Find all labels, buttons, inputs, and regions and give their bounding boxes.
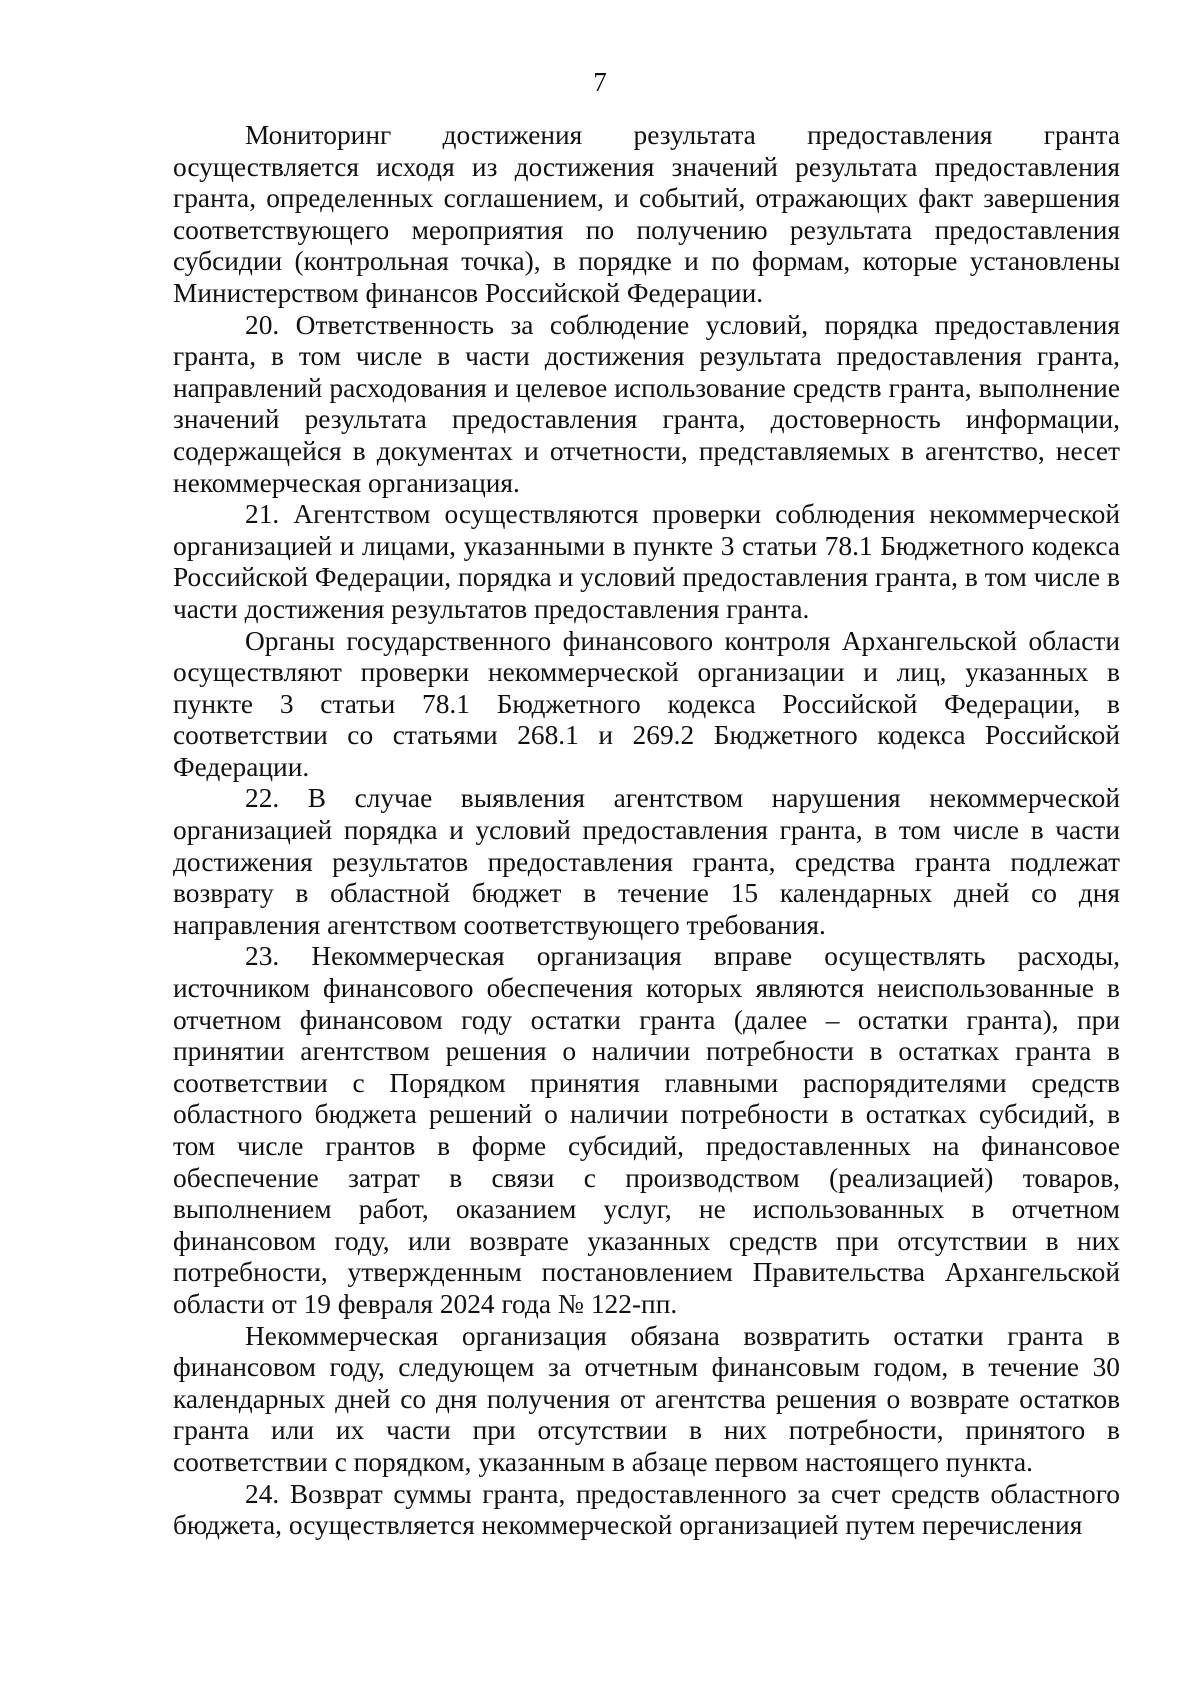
paragraph-24: 24. Возврат суммы гранта, предоставленного за счет средств областного бюджета, осуществляется некоммерческой организацией путем перечисления	[173, 1478, 1120, 1541]
paragraph-22: 22. В случае выявления агентством нарушения некоммерческой организацией порядка и условий предоставления гранта, в том числе в части достижения результатов предоставления гранта, средства гранта подлежат возврату в областной бюджет в течение 15 календарных дней со дня направления агентством соответствующего требования.	[173, 783, 1120, 940]
paragraph-monitoring: Мониторинг достижения результата предоставления гранта осуществляется исходя из достижения значений результата предоставления гранта, определенных соглашением, и событий, отражающих факт завершения соответствующего мероприятия по получению результата предоставления субсидии (контрольная точка), в порядке и по формам, которые установлены Министерством финансов Российской Федерации.	[173, 120, 1120, 308]
paragraph-21: 21. Агентством осуществляются проверки соблюдения некоммерческой организацией и лицами, указанными в пункте 3 статьи 78.1 Бюджетного кодекса Российской Федерации, порядка и условий предоставления гранта, в том числе в части достижения результатов предоставления гранта.	[173, 499, 1120, 624]
document-body	[173, 120, 1120, 1542]
paragraph-23: 23. Некоммерческая организация вправе осуществлять расходы, источником финансового обеспечения которых являются неиспользованные в отчетном финансовом году остатки гранта (далее – остатки гранта), при принятии агентством решения о наличии потребности в остатках гранта в соответствии с Порядком принятия главными распорядителями средств областного бюджета решений о наличии потребности в остатках субсидий, в том числе грантов в форме субсидий, предоставленных на финансовое обеспечение затрат в связи с производством (реализацией) товаров, выполнением работ, оказанием услуг, не использованных в отчетном финансовом году, или возврате указанных средств при отсутствии в них потребности, утвержденным постановлением Правительства Архангельской области от 19 февраля 2024 года № 122-пп.	[173, 941, 1120, 1319]
paragraph-state-control: Органы государственного финансового контроля Архангельской области осуществляют проверки некоммерческой организации и лиц, указанных в пункте 3 статьи 78.1 Бюджетного кодекса Российской Федерации, в соответствии со статьями 268.1 и 269.2 Бюджетного кодекса Российской Федерации.	[173, 625, 1120, 782]
paragraph-grant-return: Некоммерческая организация обязана возвратить остатки гранта в финансовом году, следующем за отчетным финансовым годом, в течение 30 календарных дней со дня получения от агентства решения о возврате остатков гранта или их части при отсутствии в них потребности, принятого в соответствии с порядком, указанным в абзаце первом настоящего пункта.	[173, 1320, 1120, 1477]
page-number: 7	[593, 67, 607, 97]
paragraph-20: 20. Ответственность за соблюдение условий, порядка предоставления гранта, в том числе в части достижения результата предоставления гранта, направлений расходования и целевое использование средств гранта, выполнение значений результата предоставления гранта, достоверность информации, содержащейся в документах и отчетности, представляемых в агентство, несет некоммерческая организация.	[173, 309, 1120, 498]
